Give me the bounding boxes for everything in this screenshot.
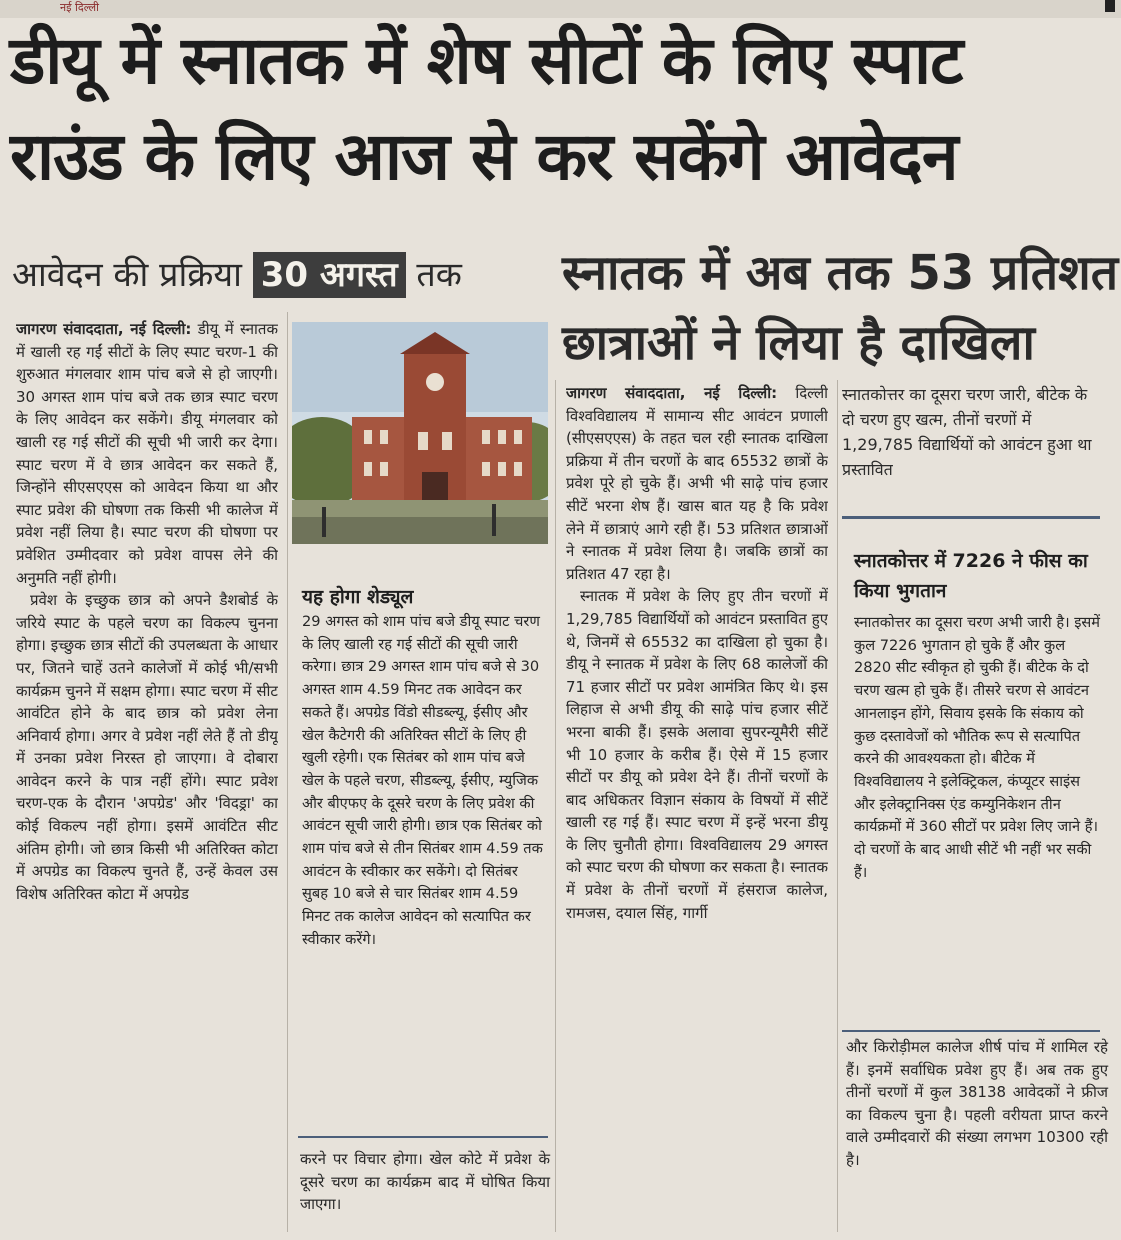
postgrad-box-title: स्नातकोत्तर में 7226 ने फीस का किया भुगतान <box>854 550 1088 602</box>
left-byline: जागरण संवाददाता, नई दिल्ली: <box>16 320 192 338</box>
corner-mark <box>1105 0 1115 12</box>
right-subhead-line-2: छात्राओं ने लिया है दाखिला <box>562 315 1035 371</box>
university-building-photo <box>292 322 548 544</box>
left-subhead <box>12 252 552 298</box>
schedule-box-title: यह होगा शेड्यूल <box>302 586 414 608</box>
right-story-paragraph: जागरण संवाददाता, नई दिल्ली: दिल्ली विश्वविद्यालय में सामान्य सीट आवंटन प्रणाली (सीएसएएस) के तहत चल रही स्नातक दाखिला प्रक्रिया में तीन चरणों के बाद 65532 छात्रों के प्रवेश पूरे हो चुके हैं। अभी भी साढ़े पांच हजार सीटें भरना शेष हैं। खास बात यह है कि प्रवेश लेने में छात्राएं आगे रही हैं। 53 प्रतिशत छात्राओं ने स्नातक में प्रवेश लिया है। जबकि छात्रों का प्रतिशत 47 रहा है। <box>566 384 828 583</box>
headline-line-2: राउंड के लिए आज से कर सकेंगे आवेदन <box>10 118 958 195</box>
schedule-continuation: करने पर विचार होगा। खेल कोटे में प्रवेश के दूसरे चरण का कार्यक्रम बाद में घोषित किया जाएगा। <box>300 1150 550 1214</box>
section-tag: नई दिल्ली <box>60 1 99 14</box>
schedule-box-text: 29 अगस्त को शाम पांच बजे डीयू स्पाट चरण के लिए खाली रह गई सीटों की सूची जारी करेगा। छात्र 29 अगस्त शाम पांच बजे से 30 अगस्त शाम 4.59 मिनट तक आवेदन कर सकते हैं। अपग्रेड विंडो सीडब्ल्यू, ईसीए और खेल कैटेगरी की अतिरिक्त सीटों के लिए ही खुली रहेगी। एक सितंबर को शाम पांच बजे खेल के पहले चरण, सीडब्ल्यू, ईसीए, म्युजिक और बीएफए के दूसरे चरण के लिए प्रवेश की आवंटन सूची जारी होगी। छात्र एक सितंबर को शाम पांच बजे से तीन सितंबर शाम 4.59 तक आवंटन के स्वीकार कर सकेंगे। दो सितंबर सुबह 10 बजे से चार सितंबर शाम 4.59 मिनट तक कालेज आवेदन को सत्यापित कर स्वीकार करेंगे। <box>302 613 543 948</box>
subhead-suffix: तक <box>416 255 462 295</box>
column-rule <box>555 380 556 1232</box>
schedule-box <box>302 583 548 1123</box>
subhead-prefix: आवेदन की प्रक्रिया <box>12 255 242 295</box>
right-continuation: और किरोड़ीमल कालेज शीर्ष पांच में शामिल रहे हैं। इनमें सर्वाधिक प्रवेश हुए हैं। अब तक हुए तीनों चरणों में कुल 38138 आवेदकों ने फ्रीज का विकल्प चुना है। पहली वरीयता प्राप्त करने वाले उम्मीदवारों की संख्या लगभग 10300 रही है। <box>846 1038 1108 1169</box>
postgrad-box-rule <box>842 1030 1100 1032</box>
right-subhead-line-1: स्नातक में अब तक 53 प्रतिशत <box>562 245 1119 301</box>
column-rule <box>837 380 838 1232</box>
schedule-box-rule <box>298 1136 548 1138</box>
subhead-date-box: 30 अगस्त <box>253 252 406 298</box>
left-story-paragraph: प्रवेश के इच्छुक छात्र को अपने डैशबोर्ड के जरिये स्पाट के पहले चरण का विकल्प चुनना होगा। इच्छुक छात्र सीटों की उपलब्धता के आधार पर, जितने चाहें उतने कालेजों में कोई भी/सभी कार्यक्रम चुनने में सक्षम होगा। स्पाट चरण में सीट आवंटित होने के बाद छात्र को प्रवेश लेना अनिवार्य होगा। अगर वे प्रवेश नहीं लेते हैं तो डीयू में उनका प्रवेश निरस्त हो जाएगा। वे दोबारा आवेदन करने के पात्र नहीं होंगे। स्पाट प्रवेश चरण-एक के दौरान 'अपग्रेड' और 'विदड्रा' का कोई विकल्प नहीं होगा। इसमें आवंटित सीट अंतिम होगी। जो छात्र किसी भी अतिरिक्त कोटा में अपग्रेड का विकल्प चुनते हैं, उन्हें केवल उस विशेष अतिरिक्त कोटा में अपग्रेड <box>16 591 278 903</box>
right-story-paragraph: स्नातक में प्रवेश के लिए हुए तीन चरणों में 1,29,785 विद्यार्थियों को आवंटन प्रस्तावित हुए थे, जिनमें से 65532 का दाखिला हो चुका है। डीयू ने स्नातक में प्रवेश के लिए 68 कालेजों की 71 हजार सीटों पर प्रवेश आमंत्रित किए थे। इस लिहाज से अभी डीयू की साढ़े पांच हजार सीटें भरना बाकी हैं। इसके अलावा सुपरन्यूमैरी सीटें भी 10 हजार के करीब हैं। ऐसे में 15 हजार सीटों पर डीयू को प्रवेश देने हैं। तीनों चरणों के बाद अधिकतर विज्ञान संकाय के विषयों में सीटें खाली रह गई हैं। स्पाट चरण में इन्हें भरना डीयू के लिए चुनौती होगा। विश्वविद्यालय 29 अगस्त को स्पाट चरण की घोषणा कर सकता है। स्नातक में प्रवेश के तीनों चरणों में हंसराज कालेज, रामजस, दयाल सिंह, गार्गी <box>566 587 828 922</box>
left-story-paragraph: जागरण संवाददाता, नई दिल्ली: डीयू में स्नातक में खाली रह गईं सीटों के लिए स्पाट चरण-1 की शुरुआत मंगलवार शाम पांच बजे से हो जाएगी। 30 अगस्त शाम पांच बजे तक छात्र स्पाट चरण के लिए आवेदन कर सकेंगे। डीयू मंगलवार को खाली रह गई सीटों की सूची भी जारी कर देगा। स्पाट चरण में वे छात्र आवेदन कर सकते हैं, जिन्होंने सीएसएएस को आवेदन किया था और स्पाट प्रवेश की घोषणा तक किसी भी कालेज में प्रवेश नहीं लिया है। स्पाट चरण की घोषणा पर प्रवेशित उम्मीदवार को प्रवेश वापस लेने की अनुमति नहीं होगी। <box>16 320 278 587</box>
headline-line-1: डीयू में स्नातक में शेष सीटों के लिए स्पाट <box>10 22 963 99</box>
highlight-rule <box>842 516 1100 519</box>
right-story-highlight: स्नातकोत्तर का दूसरा चरण जारी, बीटेक के दो चरण हुए खत्म, तीनों चरणों में 1,29,785 विद्यार्थियों को आवंटन हुआ था प्रस्तावित <box>842 385 1092 479</box>
building-photo-svg <box>292 322 548 544</box>
page-top-strip <box>0 0 1121 18</box>
right-byline: जागरण संवाददाता, नई दिल्ली: <box>566 384 778 402</box>
right-story-text <box>566 382 828 1232</box>
postgrad-box-text: स्नातकोत्तर का दूसरा चरण अभी जारी है। इसमें कुल 7226 भुगतान हो चुके हैं और कुल 2820 सीट स्वीकृत हो चुकी हैं। बीटेक के दो चरण खत्म हो चुके हैं। तीसरे चरण से आवंटन आनलाइन होंगे, सिवाय इसके कि संकाय को कुछ दस्तावेजों को भौतिक रूप से सत्यापित करने की आवश्यकता हो। बीटेक में विश्वविद्यालय ने इलेक्ट्रिकल, कंप्यूटर साइंस और इलेक्ट्रानिक्स एंड कम्युनिकेशन तीन कार्यक्रमों में 360 सीटों पर प्रवेश लिए जाने हैं। दो चरणों के बाद आधी सीटें भी नहीं भर सकी हैं। <box>854 614 1101 881</box>
postgrad-fee-box <box>854 546 1100 1026</box>
column-rule <box>287 312 288 1232</box>
left-story-text <box>16 318 278 1233</box>
